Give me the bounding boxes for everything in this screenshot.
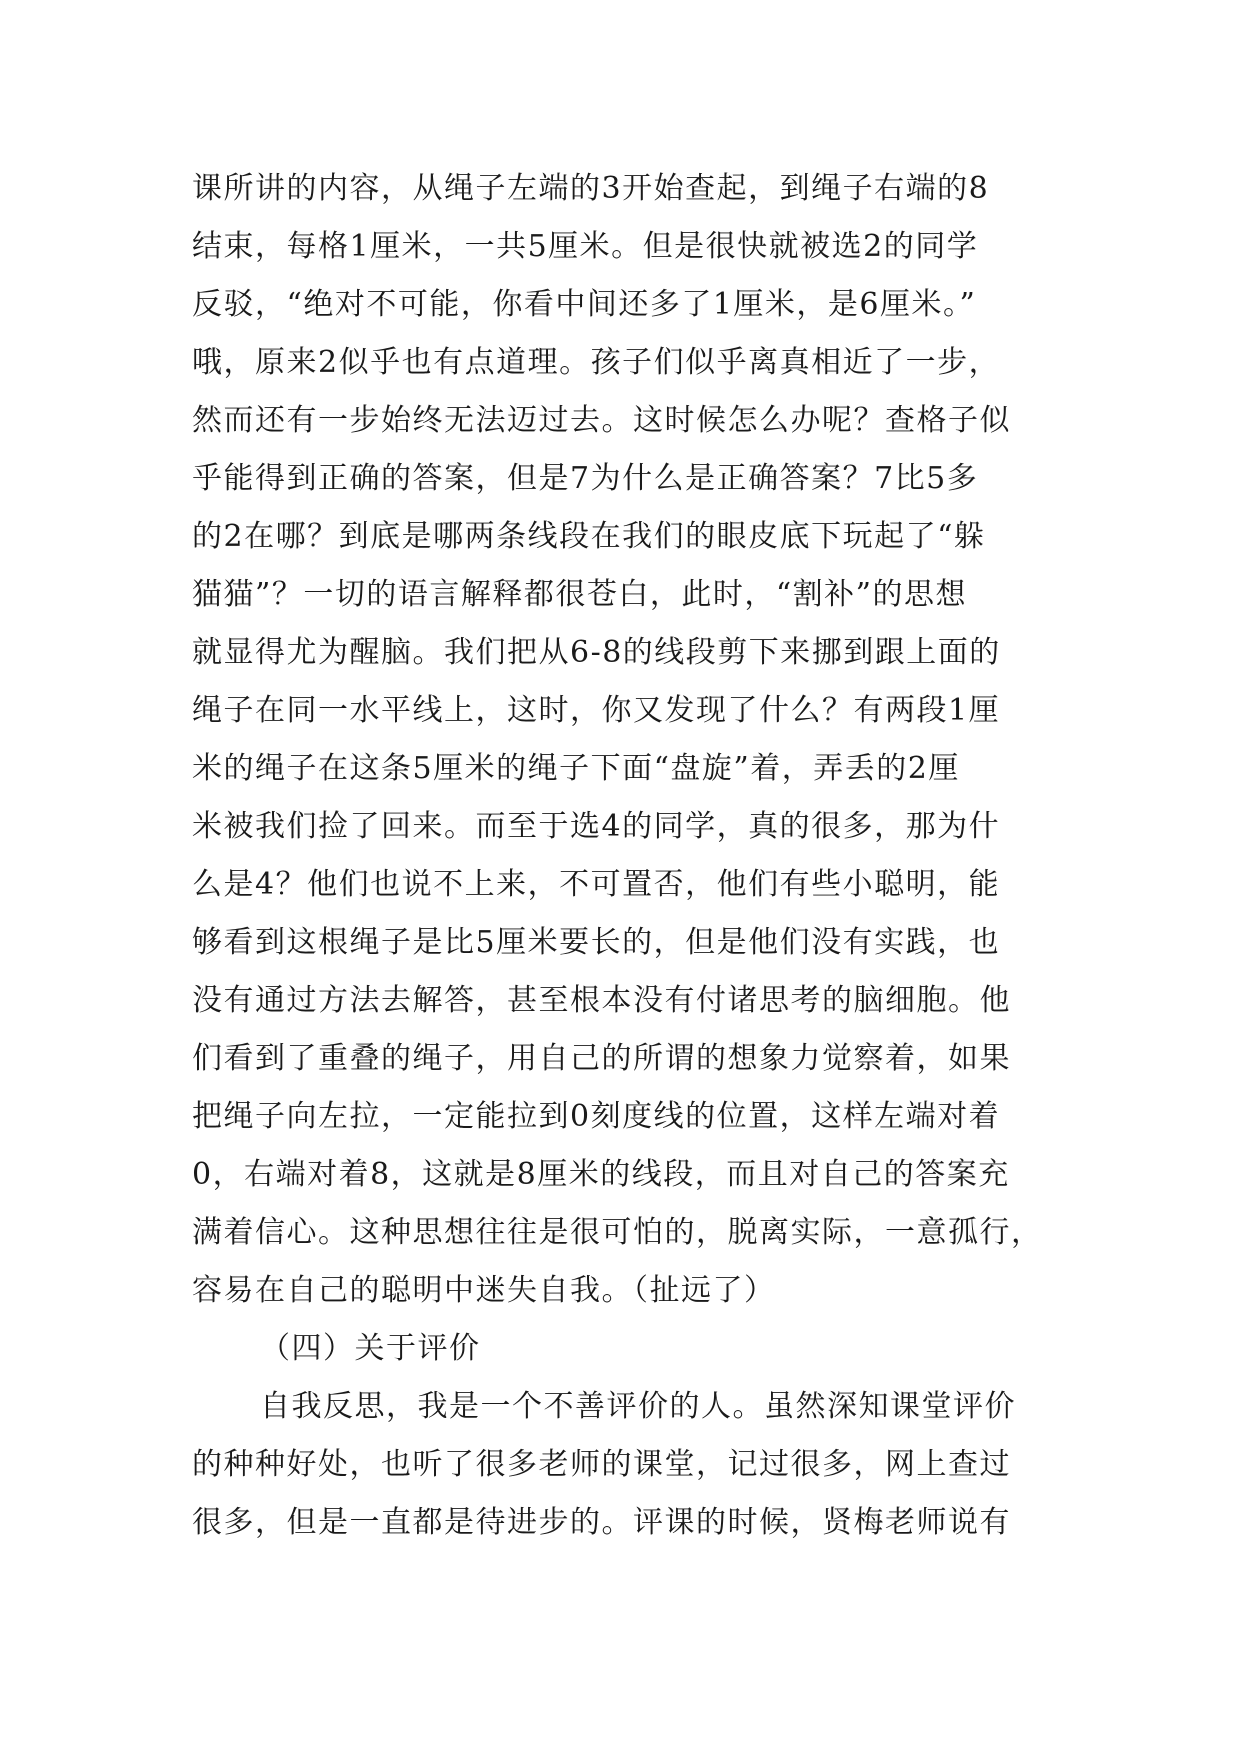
text-line: 的2在哪？到底是哪两条线段在我们的眼皮底下玩起了“躲: [192, 519, 986, 554]
text-line: 们看到了重叠的绳子，用自己的所谓的想象力觉察着，如果: [192, 1041, 1011, 1076]
text-line: 么是4？他们也说不上来，不可置否，他们有些小聪明，能: [192, 867, 1001, 902]
text-line: 0，右端对着8，这就是8厘米的线段，而且对自己的答案充: [192, 1157, 1010, 1192]
text-line: 然而还有一步始终无法迈过去。这时候怎么办呢？查格子似: [192, 403, 1011, 438]
text-line: 反驳，“绝对不可能，你看中间还多了1厘米，是6厘米。”: [192, 287, 977, 322]
text-line: 容易在自己的聪明中迷失自我。（扯远了）: [192, 1273, 776, 1308]
text-line: 就显得尤为醒脑。我们把从6-8的线段剪下来挪到跟上面的: [192, 635, 1001, 670]
paragraph-1: [192, 160, 1062, 1320]
text-line: 很多，但是一直都是待进步的。评课的时候，贤梅老师说有: [192, 1505, 1011, 1540]
text-line: 够看到这根绳子是比5厘米要长的，但是他们没有实践，也: [192, 925, 1001, 960]
text-line: 的种种好处，也听了很多老师的课堂，记过很多，网上查过: [192, 1447, 1011, 1482]
text-line: 满着信心。这种思想往往是很可怕的，脱离实际，一意孤行，: [192, 1215, 1043, 1250]
text-line: 把绳子向左拉，一定能拉到0刻度线的位置，这样左端对着: [192, 1099, 1001, 1134]
text-line: 乎能得到正确的答案，但是7为什么是正确答案？7比5多: [192, 461, 979, 496]
text-line: 没有通过方法去解答，甚至根本没有付诸思考的脑细胞。他: [192, 983, 1011, 1018]
section-heading: （四）关于评价: [260, 1331, 481, 1366]
document-body: [192, 160, 1062, 1552]
text-line: 猫猫”？一切的语言解释都很苍白，此时，“割补”的思想: [192, 577, 968, 612]
text-line: 自我反思，我是一个不善评价的人。虽然深知课堂评价: [260, 1389, 1016, 1424]
text-line: 哦，原来2似乎也有点道理。孩子们似乎离真相近了一步，: [192, 345, 1001, 380]
text-line: 米被我们捡了回来。而至于选4的同学，真的很多，那为什: [192, 809, 1001, 844]
text-line: 课所讲的内容，从绳子左端的3开始查起，到绳子右端的8: [192, 171, 990, 206]
text-line: 绳子在同一水平线上，这时，你又发现了什么？有两段1厘: [192, 693, 1001, 728]
text-line: 米的绳子在这条5厘米的绳子下面“盘旋”着，弄丢的2厘: [192, 751, 960, 786]
paragraph-2: [192, 1378, 1062, 1552]
text-line: 结束，每格1厘米，一共5厘米。但是很快就被选2的同学: [192, 229, 979, 264]
